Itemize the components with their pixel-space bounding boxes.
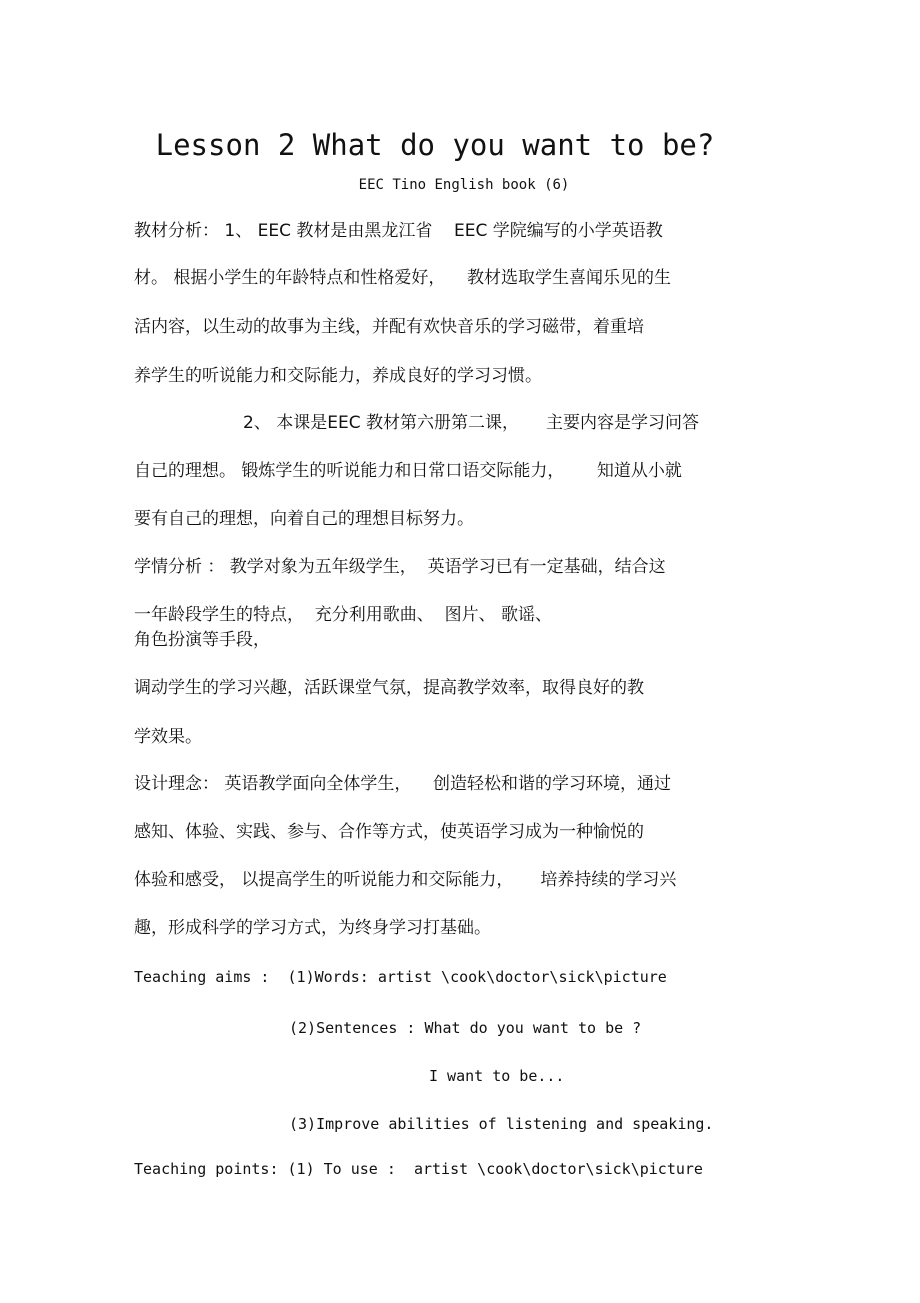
text-line: 要有自己的理想，向着自己的理想目标努力。 xyxy=(134,509,474,529)
text-line: 感知、体验、实践、参与、合作等方式，使英语学习成为一种愉悦的 xyxy=(134,822,644,842)
text-line: 一年龄段学生的特点， 充分利用歌曲、 图片、 歌谣、 xyxy=(134,605,553,625)
text-line: 设计理念： 英语教学面向全体学生， 创造轻松和谐的学习环境，通过 xyxy=(134,774,672,794)
text-line: 活内容，以生动的故事为主线，并配有欢快音乐的学习磁带，着重培 xyxy=(134,317,644,337)
text-line: 调动学生的学习兴趣，活跃课堂气氛，提高教学效率，取得良好的教 xyxy=(134,678,644,698)
text-line: 2、 本课是EEC 教材第六册第二课， 主要内容是学习问答 xyxy=(243,413,699,433)
page-subtitle: EEC Tino English book (6) xyxy=(358,177,570,193)
text-line: 材。 根据小学生的年龄特点和性格爱好， 教材选取学生喜闻乐见的生 xyxy=(134,268,672,288)
text-line: 学效果。 xyxy=(134,727,202,747)
page-title: Lesson 2 What do you want to be? xyxy=(155,128,715,162)
teaching-aims-line: (3)Improve abilities of listening and speaking. xyxy=(289,1115,714,1133)
teaching-aims-line: Teaching aims : (1)Words: artist \cook\doctor\sick\picture xyxy=(134,968,667,986)
text-line: 学情分析 ： 教学对象为五年级学生， 英语学习已有一定基础，结合这 xyxy=(134,557,666,577)
teaching-points-line: Teaching points: (1) To use : artist \cook\doctor\sick\picture xyxy=(134,1160,703,1178)
text-line: 教材分析： 1、 EEC 教材是由黑龙江省 EEC 学院编写的小学英语教 xyxy=(134,221,663,241)
teaching-aims-line: I want to be... xyxy=(429,1067,565,1085)
text-line: 养学生的听说能力和交际能力，养成良好的学习习惯。 xyxy=(134,366,542,386)
text-line: 自己的理想。 锻炼学生的听说能力和日常口语交际能力， 知道从小就 xyxy=(134,461,682,481)
text-line: 趣，形成科学的学习方式，为终身学习打基础。 xyxy=(134,918,491,938)
text-line: 体验和感受， 以提高学生的听说能力和交际能力， 培养持续的学习兴 xyxy=(134,870,677,890)
text-line: 角色扮演等手段， xyxy=(134,630,270,650)
teaching-aims-line: (2)Sentences : What do you want to be ? xyxy=(289,1019,642,1037)
